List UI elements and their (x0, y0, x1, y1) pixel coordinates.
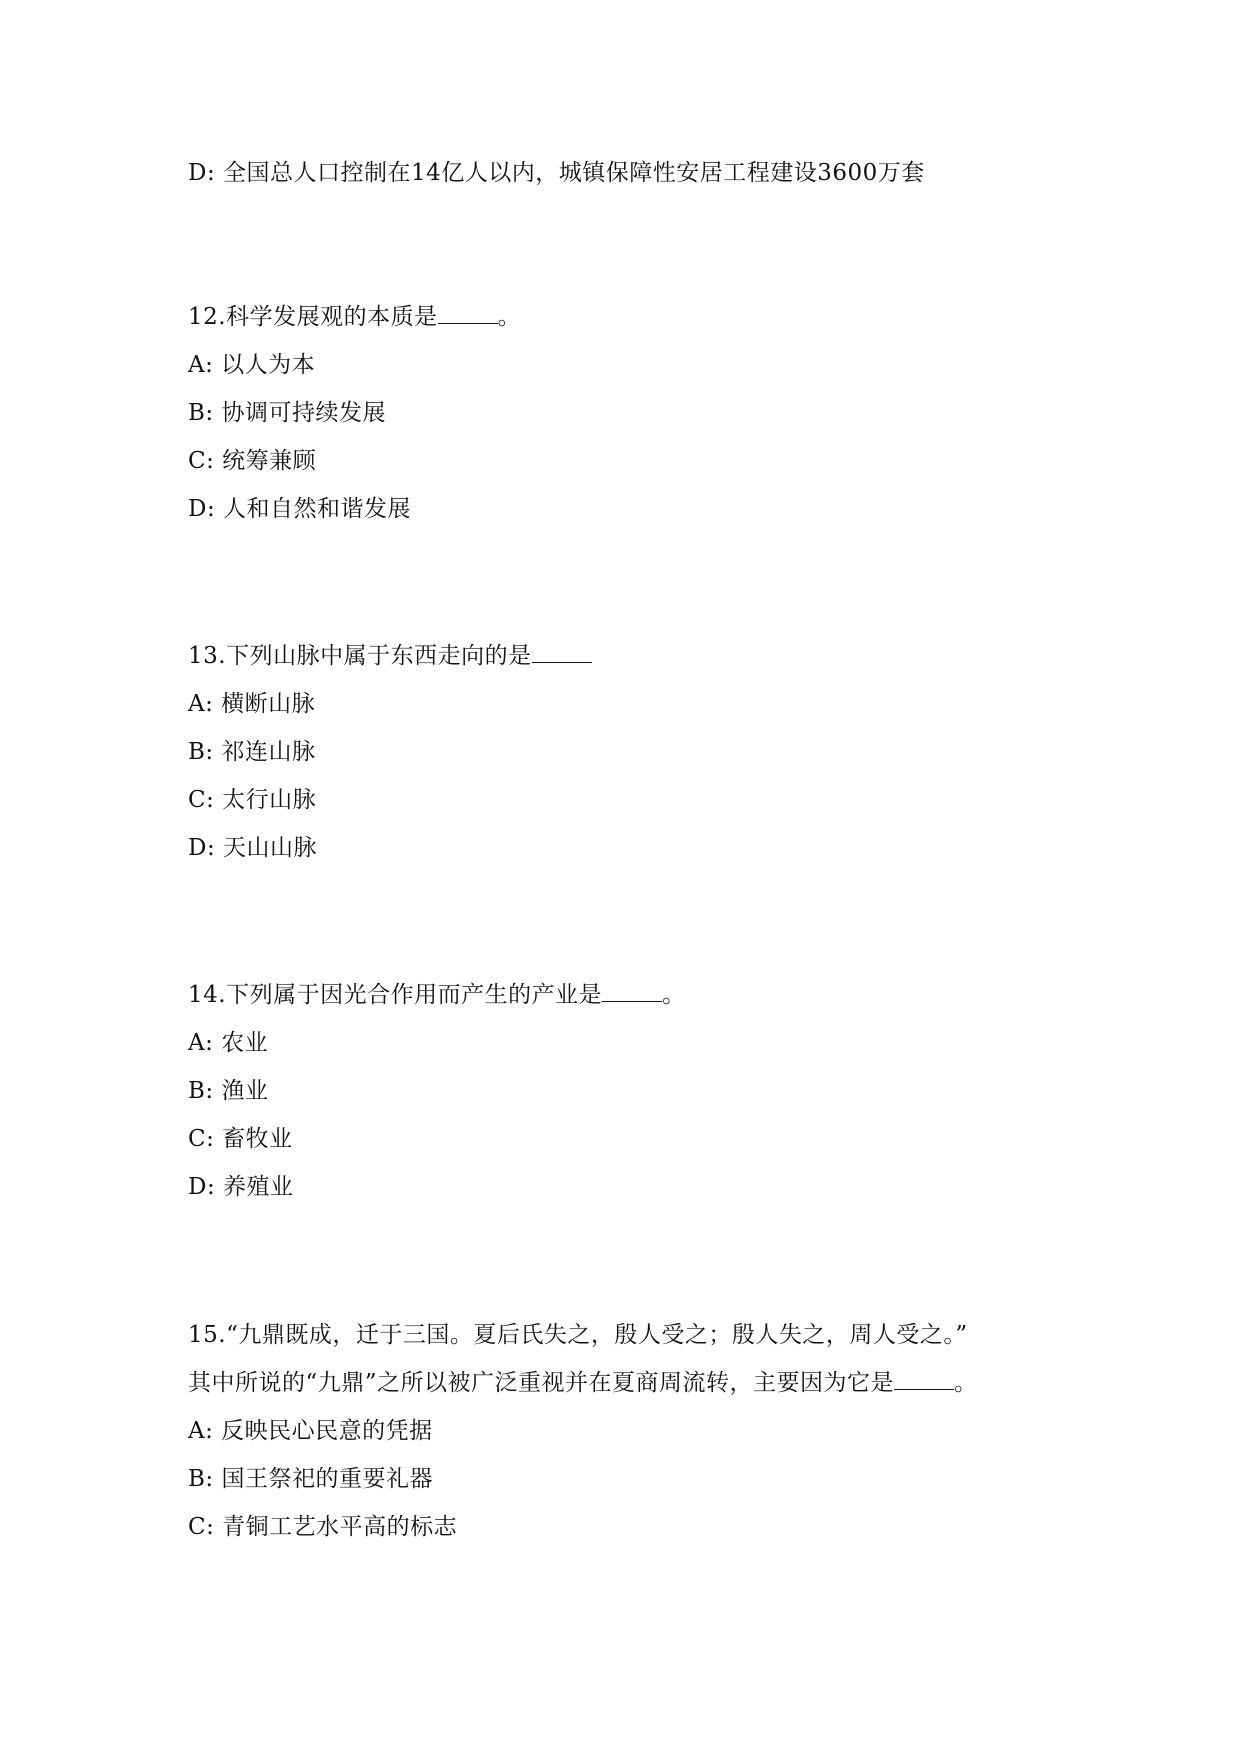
q14-stem (188, 980, 686, 1010)
q13-option-d: D: 天山山脉 (188, 835, 318, 861)
q15-stem-line2-text: 其中所说的“九鼎”之所以被广泛重视并在夏商周流转，主要因为它是 (188, 1370, 895, 1396)
q14-stem-end: 。 (662, 982, 686, 1008)
q15-option-b: B: 国王祭祀的重要礼器 (188, 1466, 433, 1492)
q12-stem-text: 12.科学发展观的本质是 (188, 304, 438, 330)
q15-answer-blank (894, 1369, 954, 1390)
q15-option-a: A: 反映民心民意的凭据 (188, 1418, 433, 1444)
q15-option-c: C: 青铜工艺水平高的标志 (188, 1514, 458, 1540)
q15-stem-line1: 15.“九鼎既成，迁于三国。夏后氏失之，殷人受之；殷人失之，周人受之。” (188, 1322, 968, 1348)
q12-stem-end: 。 (497, 304, 522, 330)
q14-answer-blank (602, 981, 662, 1002)
q14-option-c: C: 畜牧业 (188, 1126, 293, 1152)
q13-option-b: B: 祁连山脉 (188, 739, 316, 765)
q13-option-a: A: 横断山脉 (188, 691, 316, 717)
q14-option-d: D: 养殖业 (188, 1174, 294, 1200)
q15-stem-end: 。 (954, 1370, 978, 1396)
q12-option-a: A: 以人为本 (188, 352, 316, 378)
q13-stem (188, 641, 592, 671)
q14-option-b: B: 渔业 (188, 1078, 269, 1104)
q11-option-d: D: 全国总人口控制在14亿人以内，城镇保障性安居工程建设3600万套 (188, 160, 925, 186)
q13-answer-blank (532, 642, 592, 663)
q12-option-d: D: 人和自然和谐发展 (188, 496, 412, 522)
q12-answer-blank (438, 303, 498, 324)
q12-stem (188, 302, 521, 332)
q13-option-c: C: 太行山脉 (188, 787, 317, 813)
q12-option-c: C: 统筹兼顾 (188, 448, 317, 474)
q15-stem-line2 (188, 1368, 978, 1398)
q14-option-a: A: 农业 (188, 1030, 269, 1056)
q12-option-b: B: 协调可持续发展 (188, 400, 386, 426)
q14-stem-text: 14.下列属于因光合作用而产生的产业是 (188, 982, 603, 1008)
q13-stem-text: 13.下列山脉中属于东西走向的是 (188, 643, 532, 669)
